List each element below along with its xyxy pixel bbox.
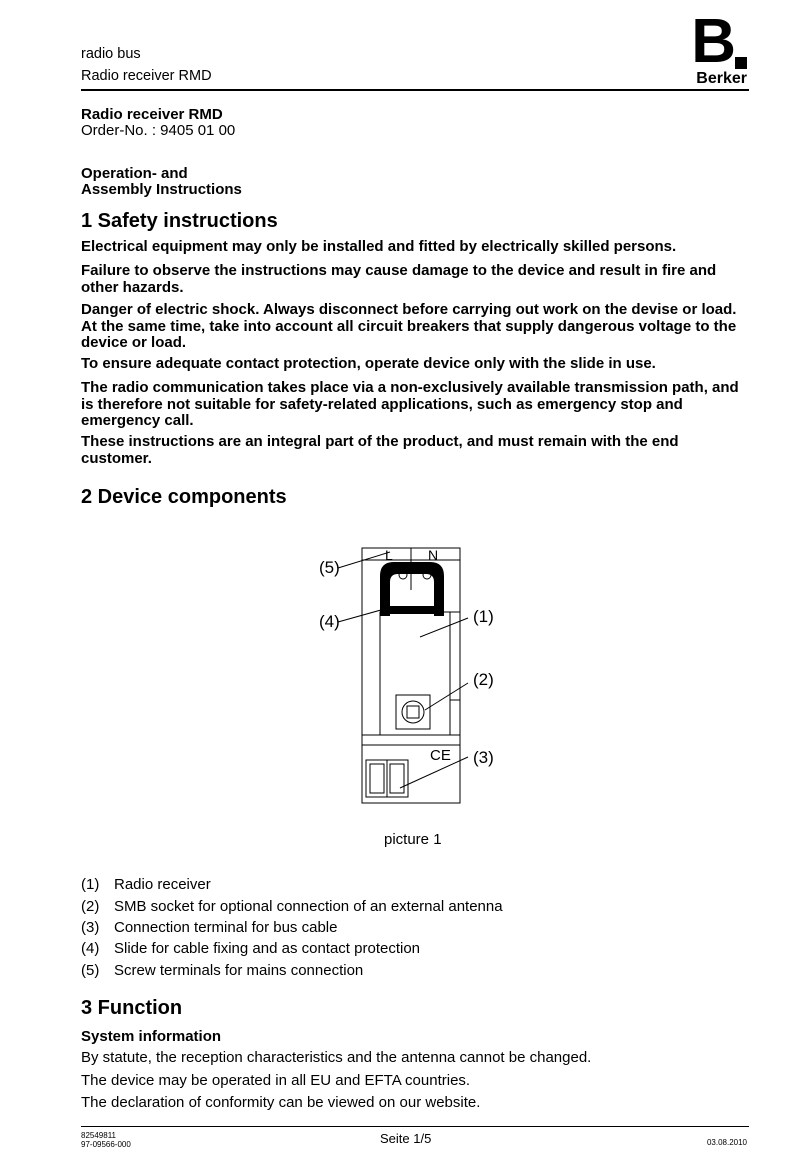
footer-date: 03.08.2010 [706,1138,747,1147]
smb-socket [396,695,430,729]
header-category: radio bus [81,46,141,62]
label-1: (1) [473,607,494,626]
label-3: (3) [473,748,494,767]
subheading-system-info: System information [81,1028,222,1045]
safety-paragraph: Electrical equipment may only be installed and fitted by electrically skilled persons. [81,238,677,255]
berker-logo-name: Berker [696,70,747,87]
safety-paragraph: Danger of electric shock. Always disconnect before carrying out work on the devise or load. At the same time, take into account all circuit breakers that supply dangerous voltage to the device or load. [81,301,737,351]
section-heading-safety: 1 Safety instructions [81,210,278,232]
section-heading-components: 2 Device components [81,486,287,508]
figure-caption: picture 1 [384,831,442,848]
order-number: Order-No. : 9405 01 00 [81,122,236,139]
footer-rule [81,1126,749,1127]
list-item: (4) Slide for cable fixing and as contact protection [81,940,421,957]
safety-paragraph: These instructions are an integral part of the product, and must remain with the end customer. [81,433,679,467]
terminal-l-label: L [385,547,393,563]
doc-type-line2: Assembly Instructions [81,181,242,198]
footer-code2: 97-09566-000 [81,1140,131,1149]
doc-type-line1: Operation- and [81,165,188,182]
function-line: By statute, the reception characteristics and the antenna cannot be changed. [81,1049,592,1066]
safety-paragraph: To ensure adequate contact protection, operate device only with the slide in use. [81,355,656,372]
page-number: Seite 1/5 [380,1131,432,1146]
function-line: The device may be operated in all EU and EFTA countries. [81,1072,471,1089]
list-item: (5) Screw terminals for mains connection [81,962,364,979]
ce-mark: CE [430,747,451,764]
list-item: (2) SMB socket for optional connection of an external antenna [81,898,503,915]
label-5: (5) [319,558,340,577]
device-diagram [300,540,520,820]
product-title: Radio receiver RMD [81,106,223,123]
label-2: (2) [473,670,494,689]
berker-logo-letter: B [691,7,734,76]
safety-paragraph: Failure to observe the instructions may cause damage to the device and result in fire and other hazards. [81,262,717,296]
label-4: (4) [319,612,340,631]
section-heading-function: 3 Function [81,997,183,1019]
footer-code1: 82549811 [81,1131,116,1140]
safety-paragraph: The radio communication takes place via a non-exclusively available transmission path, and is therefore not suitable for safety-related applications, such as emergency stop and emergency call. [81,379,739,429]
header-product: Radio receiver RMD [81,68,212,84]
header-rule [81,89,749,91]
berker-logo-dot [735,57,747,69]
radio-receiver-module [380,612,450,735]
function-line: The declaration of conformity can be viewed on our website. [81,1094,481,1111]
terminal-n-label: N [428,547,439,563]
list-item: (3) Connection terminal for bus cable [81,919,338,936]
list-item: (1) Radio receiver [81,876,211,893]
